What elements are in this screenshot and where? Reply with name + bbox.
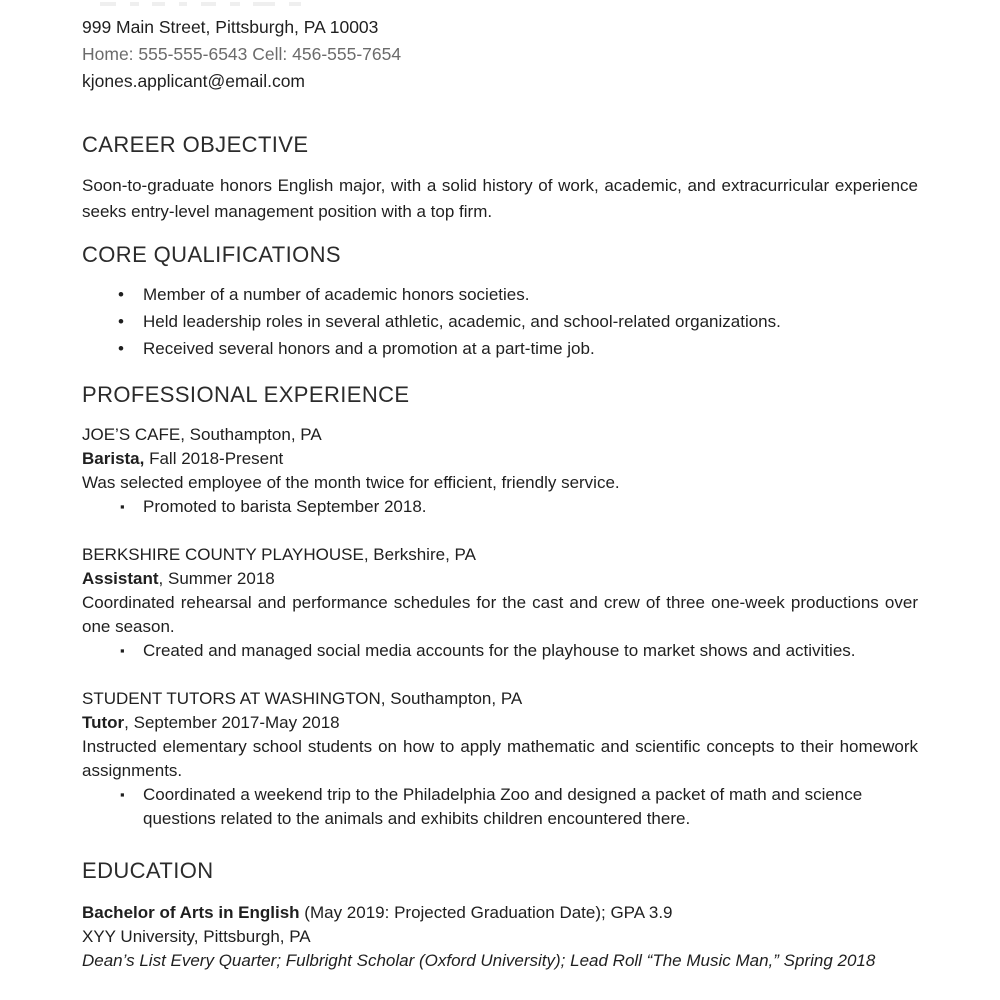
job-description: Instructed elementary school students on how to apply mathematic and scientific concepts to their homework assignments. (82, 737, 918, 780)
cropped-glyph-mark (179, 2, 187, 6)
job-entry-joes-cafe (82, 423, 918, 519)
job-title: Tutor (82, 713, 125, 732)
job-description: Coordinated rehearsal and performance schedules for the cast and crew of three one-week productions over one season. (82, 593, 918, 636)
education-heading: EDUCATION (82, 858, 214, 883)
job-bullet: ▪ Created and managed social media accounts for the playhouse to market shows and activities. (82, 639, 918, 663)
job-title-line (82, 711, 918, 735)
contact-email: kjones.applicant@email.com (82, 71, 306, 91)
job-title: Assistant (82, 569, 159, 588)
career-objective-text: Soon-to-graduate honors English major, with a solid history of work, academic, and extracurricular experience seeks entry-level management position with a top firm. (82, 176, 918, 221)
education-degree: Bachelor of Arts in English (82, 903, 300, 922)
cropped-glyph-mark (253, 2, 275, 6)
job-company-line: BERKSHIRE COUNTY PLAYHOUSE, Berkshire, PA (82, 545, 476, 564)
job-company-line: STUDENT TUTORS AT WASHINGTON, Southampton, PA (82, 689, 523, 708)
job-bullet-list (82, 783, 918, 831)
cropped-glyph-mark (152, 2, 165, 6)
qualification-item: • Held leadership roles in several athletic, academic, and school-related organizations. (82, 310, 918, 334)
job-bullet: ▪ Promoted to barista September 2018. (82, 495, 918, 519)
job-dates: Fall 2018-Present (144, 449, 284, 468)
job-list (82, 423, 918, 831)
education-details (82, 901, 918, 973)
cropped-glyph-mark (289, 2, 301, 6)
professional-experience-heading: PROFESSIONAL EXPERIENCE (82, 382, 410, 407)
job-bullet-list (82, 495, 918, 519)
education-degree-line (82, 901, 918, 925)
job-dates: , September 2017-May 2018 (124, 713, 340, 732)
education-school: XYY University, Pittsburgh, PA (82, 927, 311, 946)
contact-address: 999 Main Street, Pittsburgh, PA 10003 (82, 17, 379, 37)
job-entry-berkshire-playhouse (82, 543, 918, 663)
job-company-line: JOE’S CAFE, Southampton, PA (82, 425, 322, 444)
section-career-objective (82, 131, 918, 225)
section-education (82, 857, 918, 973)
job-entry-student-tutors (82, 687, 918, 831)
section-core-qualifications (82, 241, 918, 361)
qualification-item: • Received several honors and a promotion at a part-time job. (82, 337, 918, 361)
job-bullet-list (82, 639, 918, 663)
job-bullet: ▪ Coordinated a weekend trip to the Philadelphia Zoo and designed a packet of math and science questions related to the animals and exhibits children encountered there. (82, 783, 918, 831)
cropped-glyph-mark (201, 2, 216, 6)
cropped-name-remnant (82, 0, 918, 14)
qualification-item: • Member of a number of academic honors societies. (82, 283, 918, 307)
job-title-line (82, 567, 918, 591)
cropped-glyph-mark (230, 2, 240, 6)
core-qualifications-list (82, 283, 918, 361)
section-professional-experience (82, 381, 918, 831)
education-degree-detail: (May 2019: Projected Graduation Date); GPA 3.9 (299, 903, 673, 922)
education-honors: Dean’s List Every Quarter; Fulbright Scholar (Oxford University); Lead Roll “The Music Man,” Spring 2018 (82, 951, 876, 970)
contact-phones: Home: 555-555-6543 Cell: 456-555-7654 (82, 44, 402, 64)
contact-block (82, 14, 918, 95)
job-dates: , Summer 2018 (158, 569, 275, 588)
core-qualifications-heading: CORE QUALIFICATIONS (82, 242, 341, 267)
career-objective-heading: CAREER OBJECTIVE (82, 132, 309, 157)
job-title: Barista, (82, 449, 145, 468)
cropped-glyph-mark (100, 2, 116, 6)
job-description: Was selected employee of the month twice for efficient, friendly service. (82, 473, 620, 492)
job-title-line (82, 447, 918, 471)
cropped-glyph-mark (130, 2, 139, 6)
